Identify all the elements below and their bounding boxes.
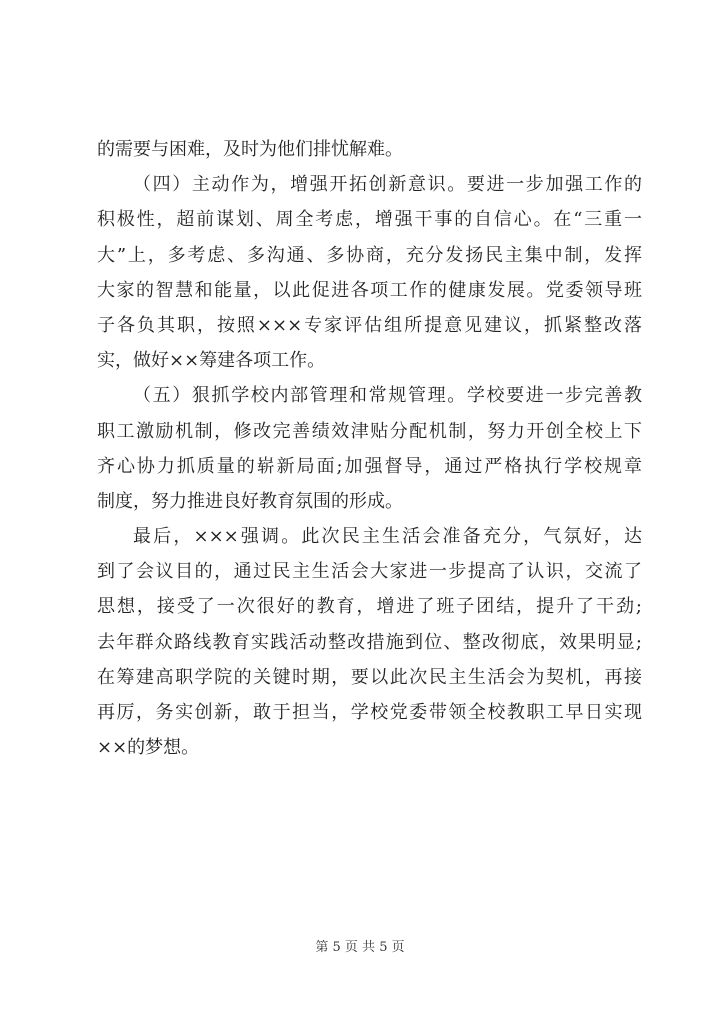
page-footer: 第 5 页 共 5 页 xyxy=(315,940,405,955)
text-line: 职工激励机制，修改完善绩效津贴分配机制，努力开创全校上下 xyxy=(97,420,642,442)
text-line: 思想，接受了一次很好的教育，增进了班子团结，提升了干劲; xyxy=(97,596,642,618)
paragraph xyxy=(97,167,642,378)
text-line: 在筹建高职学院的关键时期，要以此次民主生活会为契机，再接 xyxy=(97,666,642,688)
text-line: 的需要与困难，及时为他们排忧解难。 xyxy=(97,139,403,160)
text-line: 实，做好××筹建各项工作。 xyxy=(97,350,326,372)
paragraph xyxy=(97,378,642,519)
document-body xyxy=(97,132,642,765)
text-line: （四）主动作为，增强开拓创新意识。要进一步加强工作的 xyxy=(133,174,642,196)
text-line: 大”上，多考虑、多沟通、多协商，充分发扬民主集中制，发挥 xyxy=(97,244,642,266)
text-line: 齐心协力抓质量的崭新局面;加强督导，通过严格执行学校规章 xyxy=(97,455,642,477)
text-line: 积极性，超前谋划、周全考虑，增强干事的自信心。在“三重一 xyxy=(97,209,642,231)
text-line: 到了会议目的，通过民主生活会大家进一步提高了认识，交流了 xyxy=(97,561,642,583)
text-line: 去年群众路线教育实践活动整改措施到位、整改彻底，效果明显; xyxy=(97,631,642,653)
paragraph xyxy=(97,519,642,765)
text-line: 制度，努力推进良好教育氛围的形成。 xyxy=(97,490,403,512)
text-line: 再厉，务实创新，敢于担当，学校党委带领全校教职工早日实现 xyxy=(97,702,642,723)
text-line: 子各负其职，按照×××专家评估组所提意见建议，抓紧整改落 xyxy=(97,314,642,336)
text-line: （五）狠抓学校内部管理和常规管理。学校要进一步完善教 xyxy=(133,385,642,407)
paragraph xyxy=(97,132,642,167)
text-line: ××的梦想。 xyxy=(97,737,200,759)
text-line: 最后，×××强调。此次民主生活会准备充分，气氛好，达 xyxy=(133,526,642,548)
text-line: 大家的智慧和能量，以此促进各项工作的健康发展。党委领导班 xyxy=(97,279,642,301)
